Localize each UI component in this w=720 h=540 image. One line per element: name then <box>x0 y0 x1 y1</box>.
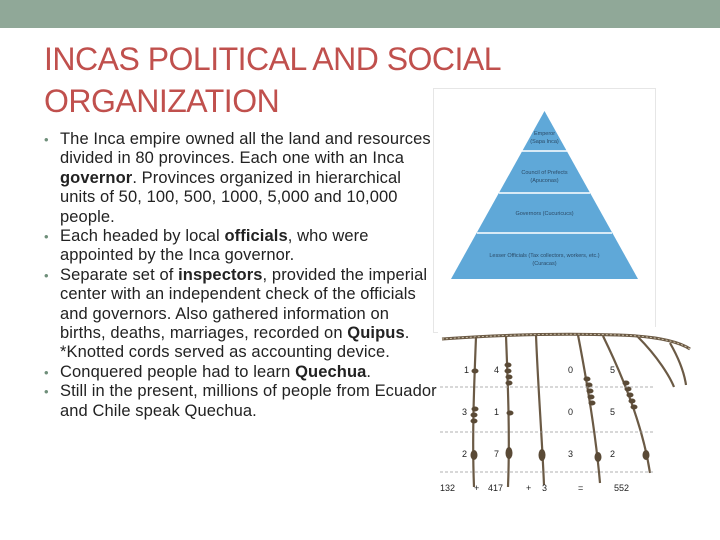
quipu-sum-term: + <box>474 483 480 493</box>
bullet-text: The Inca empire owned all the land and resources divided in 80 provinces. Each one with an Inca <box>60 130 431 168</box>
bullet-keyword: officials <box>224 227 288 246</box>
bullet-item <box>44 382 438 421</box>
tier-3-label: Governors (Cucuricucs) <box>515 211 574 217</box>
quipu-digit: 3 <box>462 407 468 417</box>
bullet-keyword: inspectors <box>178 265 263 284</box>
tier-1-sublabel: (Sapa Inca) <box>530 139 559 145</box>
quipu-digit: 0 <box>568 365 574 375</box>
quipu-digit: 7 <box>494 449 500 459</box>
quipu-cord-1 <box>473 337 476 487</box>
bullet-text: Each headed by local <box>60 227 225 246</box>
bullet-keyword: Quipus <box>347 324 405 343</box>
bullet-item <box>44 130 438 227</box>
quipu-cord-3 <box>536 335 544 485</box>
quipu-digit: 2 <box>462 449 468 459</box>
quipu-sum-term: = <box>578 483 584 493</box>
quipu-image <box>438 327 696 497</box>
quipu-sum-term: + <box>526 483 532 493</box>
bullet-text: . *Knotted cords served as accounting device. <box>60 324 410 362</box>
bullet-item <box>44 363 438 382</box>
bullet-text: . Provinces organized in hierarchical units of 50, 100, 500, 1000, 5,000 and 10,000 people. <box>60 168 402 226</box>
quipu-digit: 4 <box>494 365 500 375</box>
tier-1-label: Emperor <box>533 131 556 137</box>
tier-4-label: Lesser Officials (Tax collectors, workers, etc.) <box>489 253 600 259</box>
bullet-text: . <box>366 362 372 381</box>
tier-2-label: Council of Prefects <box>521 170 568 176</box>
tier-2-sublabel: (Apuconas) <box>530 178 559 184</box>
bullet-keyword: Quechua <box>295 362 367 381</box>
hierarchy-pyramid-image <box>433 88 656 333</box>
bullet-item <box>44 227 438 266</box>
quipu-sum-term: 552 <box>614 483 630 493</box>
bullet-text: Separate set of <box>60 265 179 284</box>
slide-title: INCAS POLITICAL AND SOCIAL ORGANIZATION <box>44 41 500 119</box>
quipu-sum-term: 417 <box>488 483 504 493</box>
bullet-list <box>44 130 438 421</box>
bullet-item <box>44 266 438 363</box>
quipu-sum-term: 132 <box>440 483 456 493</box>
bullet-text: , provided the imperial center with an independent check of the officials and governors. Also gathered information on births, deaths, marriages, recorded on <box>60 265 428 343</box>
top-accent-bar <box>0 0 720 28</box>
quipu-digit: 3 <box>568 449 574 459</box>
quipu-digit: 0 <box>568 407 574 417</box>
quipu-sum-term: 3 <box>542 483 548 493</box>
tier-4-sublabel: (Curacas) <box>532 261 557 267</box>
bullet-text: Still in the present, millions of people from Ecuador and Chile speak Quechua. <box>60 382 437 420</box>
quipu-digit: 5 <box>610 407 616 417</box>
quipu-digit: 1 <box>464 365 470 375</box>
bullet-text: , who were appointed by the Inca governor. <box>60 227 369 265</box>
quipu-digit: 5 <box>610 365 616 375</box>
quipu-cord-6 <box>638 337 674 387</box>
quipu-digit: 1 <box>494 407 500 417</box>
quipu-digit: 2 <box>610 449 616 459</box>
bullet-text: Conquered people had to learn <box>60 362 296 381</box>
bullet-keyword: governor <box>60 168 133 187</box>
